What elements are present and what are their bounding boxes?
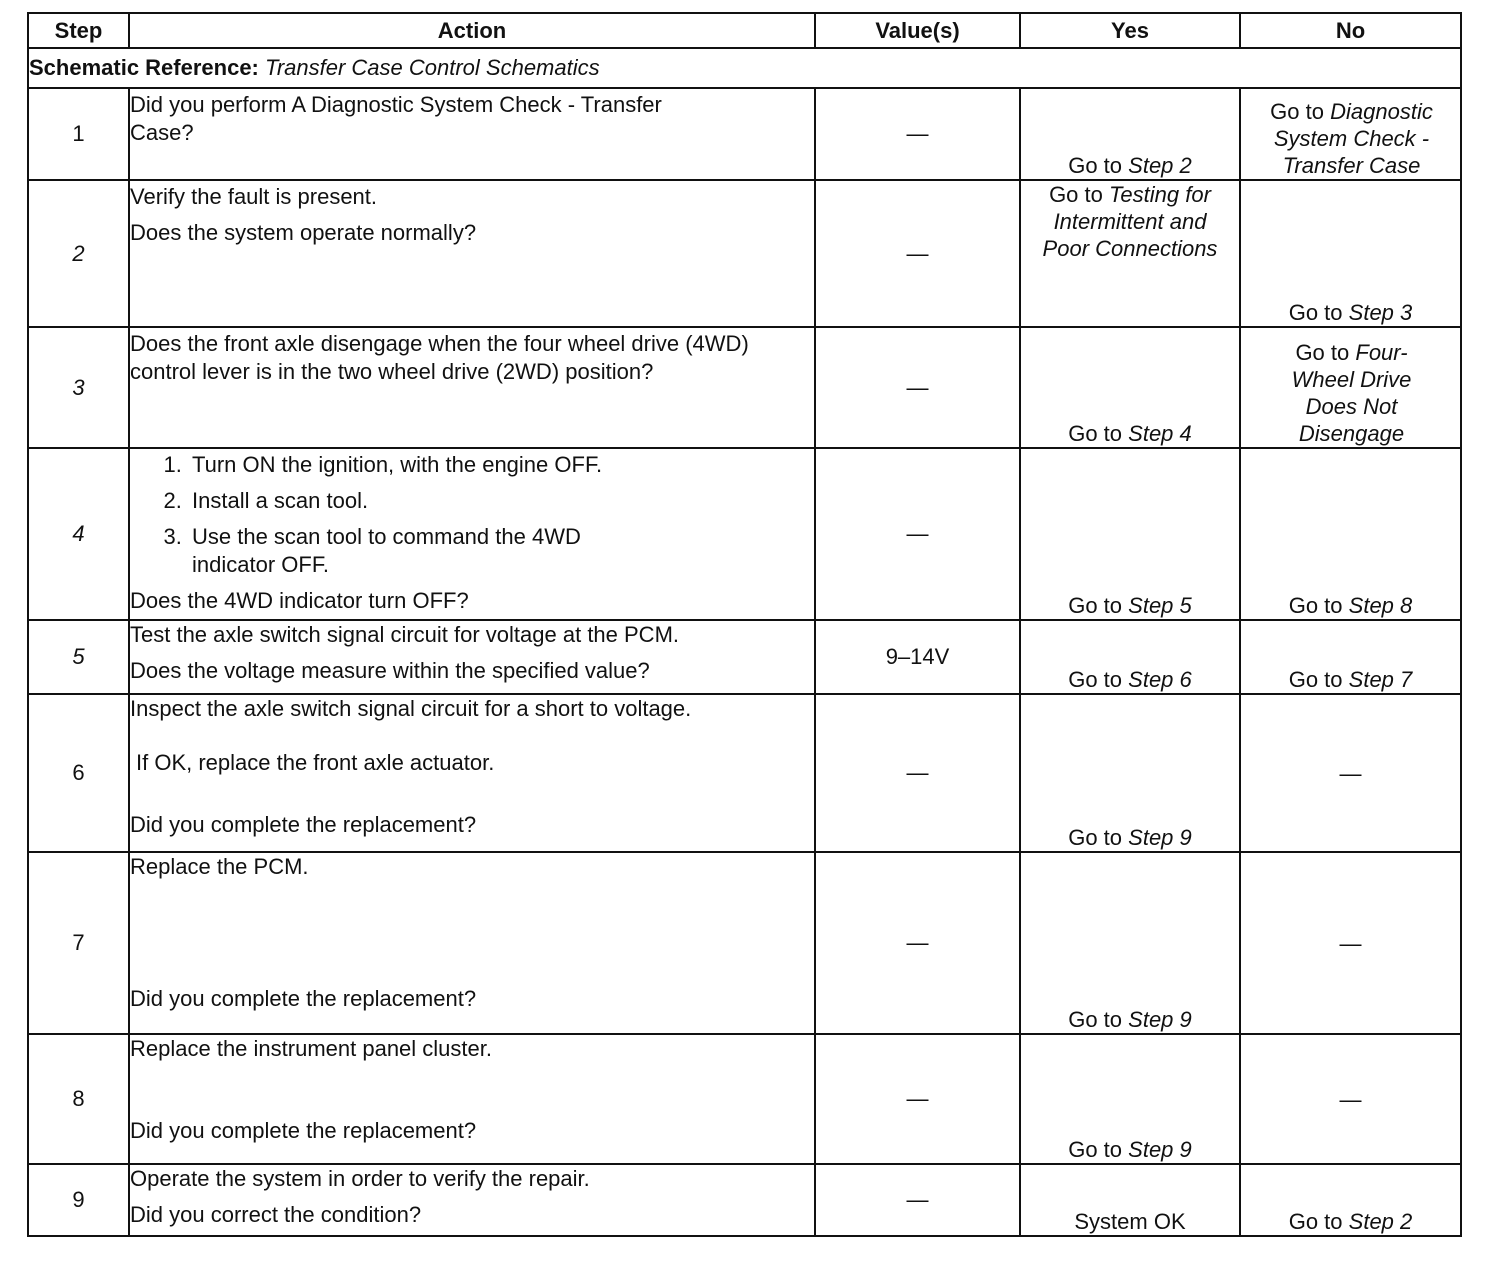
action-text: Does the front axle disengage when the four wheel drive (4WD) control lever is in the two wheel drive (2WD) position? xyxy=(130,331,749,384)
table-row xyxy=(28,327,1461,448)
action-cell xyxy=(129,852,815,1034)
no-cell xyxy=(1240,1164,1461,1236)
action-text: Test the axle switch signal circuit for voltage at the PCM. xyxy=(130,622,680,647)
step-number: 5 xyxy=(28,620,129,694)
no-prefix: Go to xyxy=(1295,340,1350,365)
action-text: If OK, replace the front axle actuator. xyxy=(136,750,495,775)
value-cell: — xyxy=(815,852,1020,1034)
no-prefix: Go to xyxy=(1288,667,1343,692)
yes-prefix: Go to xyxy=(1068,667,1123,692)
value-cell: — xyxy=(815,448,1020,620)
table-row xyxy=(28,1034,1461,1164)
no-link[interactable]: Four-Wheel Drive Does Not Disengage xyxy=(1291,340,1412,446)
yes-cell xyxy=(1020,620,1240,694)
no-cell xyxy=(1240,327,1461,448)
step-number: 3 xyxy=(28,327,129,448)
no-link[interactable]: Step 2 xyxy=(1348,1209,1413,1234)
no-prefix: Go to xyxy=(1288,300,1343,325)
table-row xyxy=(28,694,1461,852)
step-number: 1 xyxy=(28,88,129,180)
schematic-reference xyxy=(28,48,1461,88)
no-link[interactable]: Step 8 xyxy=(1348,593,1413,618)
table-row xyxy=(28,88,1461,180)
yes-link[interactable]: Step 2 xyxy=(1128,153,1192,178)
action-cell xyxy=(129,694,815,852)
header-no: No xyxy=(1240,13,1461,48)
list-item: 1. Turn ON the ignition, with the engine OFF. xyxy=(188,451,814,479)
action-cell xyxy=(129,1164,815,1236)
yes-link[interactable]: Testing for Intermittent and Poor Connections xyxy=(1042,182,1218,261)
yes-prefix: Go to xyxy=(1049,182,1103,207)
header-action: Action xyxy=(129,13,815,48)
table-row xyxy=(28,852,1461,1034)
yes-cell: System OK xyxy=(1020,1164,1240,1236)
no-cell xyxy=(1240,180,1461,327)
list-item: 2. Install a scan tool. xyxy=(188,487,814,515)
yes-prefix: Go to xyxy=(1068,1137,1123,1162)
step-number: 8 xyxy=(28,1034,129,1164)
yes-cell xyxy=(1020,448,1240,620)
step-number: 6 xyxy=(28,694,129,852)
action-list xyxy=(130,451,814,579)
no-cell xyxy=(1240,620,1461,694)
yes-prefix: Go to xyxy=(1068,1007,1123,1032)
no-cell xyxy=(1240,448,1461,620)
yes-link[interactable]: Step 5 xyxy=(1128,593,1192,618)
action-text: Verify the fault is present. xyxy=(130,184,378,209)
no-cell xyxy=(1240,88,1461,180)
no-prefix: Go to xyxy=(1288,593,1343,618)
schematic-row xyxy=(28,48,1461,88)
no-prefix: Go to xyxy=(1288,1209,1343,1234)
action-cell xyxy=(129,1034,815,1164)
diagnostic-table xyxy=(27,12,1462,1237)
no-cell: — xyxy=(1240,694,1461,852)
yes-cell xyxy=(1020,88,1240,180)
action-cell xyxy=(129,620,815,694)
schematic-link[interactable]: Transfer Case Control Schematics xyxy=(265,55,600,80)
yes-link[interactable]: Step 9 xyxy=(1128,1137,1192,1162)
action-text: Does the system operate normally? xyxy=(130,220,477,245)
action-text: Does the 4WD indicator turn OFF? xyxy=(130,588,469,613)
action-cell xyxy=(129,327,815,448)
value-cell: — xyxy=(815,327,1020,448)
action-text: Did you complete the replacement? xyxy=(130,986,477,1011)
yes-cell xyxy=(1020,180,1240,327)
table-row xyxy=(28,448,1461,620)
action-text: Did you perform A Diagnostic System Check - Transfer Case? xyxy=(130,92,662,145)
action-cell xyxy=(129,88,815,180)
yes-cell xyxy=(1020,1034,1240,1164)
table-row xyxy=(28,180,1461,327)
no-link[interactable]: Diagnostic System Check - Transfer Case xyxy=(1273,99,1433,178)
action-cell xyxy=(129,180,815,327)
table-row xyxy=(28,620,1461,694)
step-number: 9 xyxy=(28,1164,129,1236)
yes-cell xyxy=(1020,694,1240,852)
action-text: Did you complete the replacement? xyxy=(130,1118,477,1143)
no-cell: — xyxy=(1240,1034,1461,1164)
yes-link[interactable]: Step 6 xyxy=(1128,667,1192,692)
header-values: Value(s) xyxy=(815,13,1020,48)
action-text: Did you complete the replacement? xyxy=(130,812,477,837)
yes-prefix: Go to xyxy=(1068,593,1123,618)
step-number: 4 xyxy=(28,448,129,620)
value-cell: — xyxy=(815,180,1020,327)
step-number: 7 xyxy=(28,852,129,1034)
header-row xyxy=(28,13,1461,48)
action-text: Inspect the axle switch signal circuit for a short to voltage. xyxy=(130,696,692,721)
yes-prefix: Go to xyxy=(1068,153,1123,178)
header-step: Step xyxy=(28,13,129,48)
value-cell: — xyxy=(815,694,1020,852)
yes-cell xyxy=(1020,327,1240,448)
list-item: 3. Use the scan tool to command the 4WD indicator OFF. xyxy=(188,523,652,579)
no-link[interactable]: Step 3 xyxy=(1348,300,1413,325)
no-link[interactable]: Step 7 xyxy=(1348,667,1413,692)
no-cell: — xyxy=(1240,852,1461,1034)
yes-prefix: Go to xyxy=(1068,825,1123,850)
value-cell: — xyxy=(815,88,1020,180)
yes-prefix: Go to xyxy=(1068,421,1123,446)
yes-cell xyxy=(1020,852,1240,1034)
action-text: Did you correct the condition? xyxy=(130,1202,422,1227)
no-prefix: Go to xyxy=(1270,99,1324,124)
table-row xyxy=(28,1164,1461,1236)
action-text: Replace the instrument panel cluster. xyxy=(130,1036,492,1061)
schematic-label: Schematic Reference: xyxy=(29,55,259,80)
value-cell: — xyxy=(815,1164,1020,1236)
header-yes: Yes xyxy=(1020,13,1240,48)
yes-link[interactable]: Step 4 xyxy=(1128,421,1192,446)
action-text: Does the voltage measure within the specified value? xyxy=(130,658,650,683)
yes-link[interactable]: Step 9 xyxy=(1128,825,1192,850)
yes-link[interactable]: Step 9 xyxy=(1128,1007,1192,1032)
value-cell: — xyxy=(815,1034,1020,1164)
action-text: Replace the PCM. xyxy=(130,854,309,879)
value-cell: 9–14V xyxy=(815,620,1020,694)
action-text: Operate the system in order to verify the repair. xyxy=(130,1166,590,1191)
step-number: 2 xyxy=(28,180,129,327)
action-cell xyxy=(129,448,815,620)
